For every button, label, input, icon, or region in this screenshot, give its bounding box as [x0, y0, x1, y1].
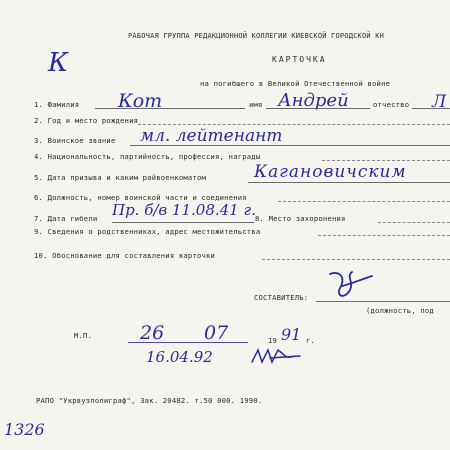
field-rank-label: 3. Воинское звание: [34, 136, 116, 145]
second-signature: [250, 344, 310, 368]
death-underline: [112, 222, 254, 223]
field-unit-label: 6. Должность, номер воинской части и соединения: [34, 193, 247, 202]
field-draft-value: Кагановичским: [254, 162, 407, 182]
printer-info: РАПО "Укрвузполиграф", Зак. 20482. т.50 000. 1990.: [36, 396, 263, 405]
field-surname-value: Кот: [118, 90, 163, 112]
field-death-value: Пр. б/в 11.08.41 г.: [112, 201, 256, 219]
basis-underline: [262, 259, 450, 260]
field-birth-label: 2. Год и место рождения: [34, 116, 139, 125]
field-draft-label: 5. Дата призыва и каким райвоенкоматом: [34, 173, 207, 182]
relatives-underline: [318, 235, 450, 236]
field-patronymic-label: отчество: [373, 100, 410, 109]
nationality-underline: [322, 160, 450, 161]
field-death-label: 7. Дата гибели: [34, 214, 98, 223]
burial-underline: [378, 222, 450, 223]
field-relatives-label: 9. Сведения о родственниках, адрес местожительства: [34, 227, 261, 236]
field-basis-label: 10. Обоснование для составления карточки: [34, 251, 216, 260]
card-subtitle: на погибшего в Великой Отечественной войне: [200, 79, 391, 88]
position-note: (должность, под: [366, 306, 434, 315]
field-surname-label: 1. Фамилия: [34, 100, 80, 109]
archive-number: 1326: [4, 420, 45, 439]
date-underline: [128, 342, 248, 343]
compiler-label: СОСТАВИТЕЛЬ:: [254, 293, 309, 302]
card-title: КАРТОЧКА: [272, 55, 327, 64]
field-name-label: имя: [249, 100, 263, 109]
year-prefix: 19: [268, 336, 278, 345]
field-burial-label: 8. Место захоронения: [255, 214, 346, 223]
field-nationality-label: 4. Национальность, партийность, профессия, награды: [34, 152, 261, 161]
year-end: г.: [306, 336, 316, 345]
unit-underline: [278, 201, 450, 202]
birth-underline: [138, 124, 450, 125]
field-name-value: Андрей: [278, 90, 349, 111]
field-rank-value: мл. лейтенант: [140, 126, 283, 146]
org-header: РАБОЧАЯ ГРУППА РЕДАКЦИОННОЙ КОЛЛЕГИИ КИЕВСКОЙ ГОРОДСКОЙ КН: [128, 32, 385, 40]
date-day: 26: [140, 322, 165, 344]
handwritten-letter: К: [48, 48, 69, 78]
year-suffix: 91: [281, 325, 302, 344]
draft-underline: [248, 182, 450, 183]
mp-label: М.П.: [74, 331, 93, 340]
compiler-signature: [320, 266, 400, 306]
date-month: 07: [204, 322, 229, 344]
second-date: 16.04.92: [146, 348, 213, 366]
field-patronymic-value: Л: [432, 92, 447, 112]
